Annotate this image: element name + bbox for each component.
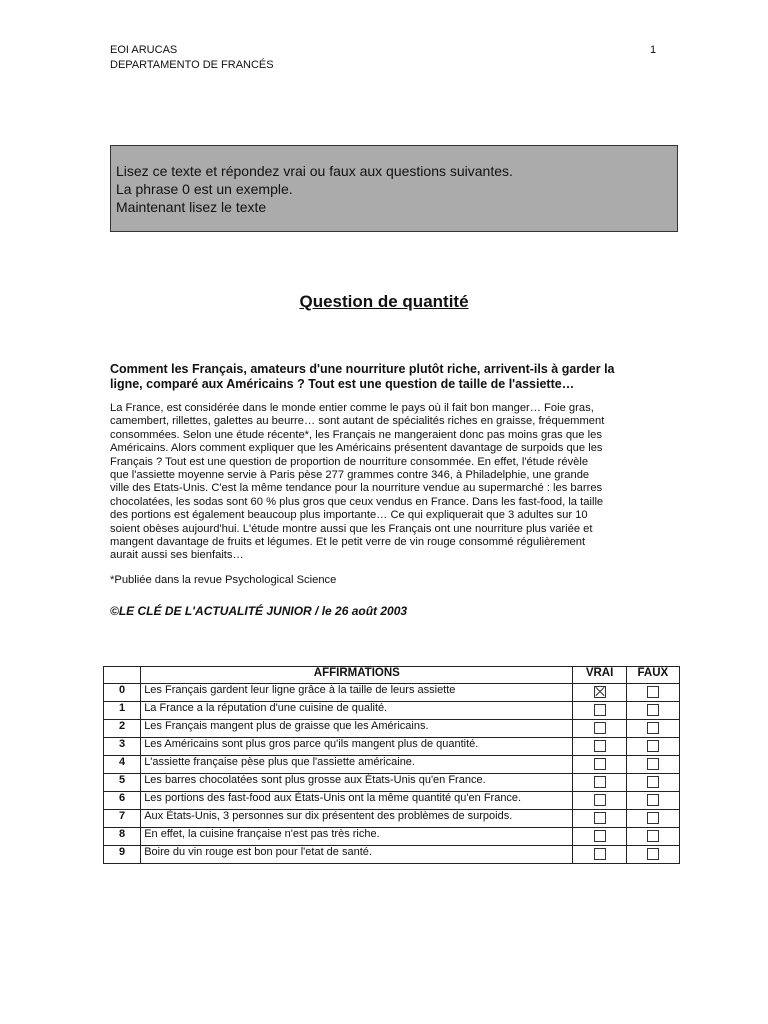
row-number: 9 (104, 845, 141, 863)
row-number: 2 (104, 719, 141, 737)
vrai-checkbox[interactable] (594, 740, 606, 752)
table-row (104, 701, 680, 719)
body-line: La France, est considérée dans le monde entier comme le pays où il fait bon manger… Foie gras, (110, 402, 594, 414)
body-line: ville des Etats-Unis. C'est la même tendance pour la nourriture vendue au supermarché : les barres (110, 482, 603, 495)
faux-cell (626, 719, 679, 737)
faux-cell (626, 701, 679, 719)
faux-checkbox[interactable] (647, 848, 659, 860)
vrai-checkbox[interactable] (594, 704, 606, 716)
vrai-cell (573, 773, 626, 791)
vrai-checkbox[interactable] (594, 794, 606, 806)
vrai-cell (573, 755, 626, 773)
faux-checkbox[interactable] (647, 740, 659, 752)
faux-checkbox[interactable] (647, 686, 659, 698)
vrai-cell (573, 701, 626, 719)
row-number: 7 (104, 809, 141, 827)
faux-cell (626, 755, 679, 773)
row-number: 0 (104, 683, 141, 701)
affirmation-text: Les Français gardent leur ligne grâce à la taille de leurs assiette (141, 683, 573, 701)
affirmation-text: Les barres chocolatées sont plus grosse aux Ètats-Unis qu'en France. (141, 773, 573, 791)
department-name: DEPARTAMENTO DE FRANCÉS (110, 59, 274, 71)
vrai-checkbox[interactable] (594, 758, 606, 770)
table-row (104, 773, 680, 791)
vrai-checkbox[interactable] (594, 686, 606, 698)
body-line: consommées. Selon une étude récente*, les Français ne mangeraient donc pas moins gras que les (110, 428, 602, 441)
vrai-checkbox[interactable] (594, 776, 606, 788)
row-number: 6 (104, 791, 141, 809)
affirmation-text: Les portions des fast-food aux Ètats-Unis ont la même quantité qu'en France. (141, 791, 573, 809)
footnote: *Publiée dans la revue Psychological Science (110, 574, 337, 586)
row-number: 8 (104, 827, 141, 845)
col-number (104, 667, 141, 684)
true-false-table (103, 666, 680, 864)
vrai-cell (573, 827, 626, 845)
vrai-cell (573, 683, 626, 701)
vrai-checkbox[interactable] (594, 830, 606, 842)
table-row (104, 845, 680, 863)
table-row (104, 809, 680, 827)
faux-cell (626, 809, 679, 827)
vrai-cell (573, 809, 626, 827)
vrai-cell (573, 737, 626, 755)
table-row (104, 791, 680, 809)
vrai-checkbox[interactable] (594, 848, 606, 860)
faux-checkbox[interactable] (647, 812, 659, 824)
faux-cell (626, 845, 679, 863)
intro-paragraph (110, 362, 670, 392)
body-line: soient obèses aujourd'hui. L'étude montre aussi que les Français ont une nourriture plus variée et (110, 522, 593, 535)
faux-checkbox[interactable] (647, 758, 659, 770)
faux-checkbox[interactable] (647, 776, 659, 788)
faux-checkbox[interactable] (647, 830, 659, 842)
body-line: des portions est également beaucoup plus importante… Ce qui expliquerait que 3 adultes sur 10 (110, 509, 588, 522)
vrai-checkbox[interactable] (594, 812, 606, 824)
article-body (110, 402, 670, 563)
instructions-box (110, 145, 678, 232)
row-number: 3 (104, 737, 141, 755)
faux-cell (626, 737, 679, 755)
body-line: Français ? Tout est une question de proportion de nourriture consommée. En effet, l'étude révèle (110, 455, 589, 468)
intro-line: Comment les Français, amateurs d'une nourriture plutôt riche, arrivent-ils à garder la (110, 362, 615, 376)
school-name: EOI ARUCAS (110, 44, 178, 56)
table-row (104, 827, 680, 845)
table-row (104, 737, 680, 755)
affirmation-text: Les Américains sont plus gros parce qu'ils mangent plus de quantité. (141, 737, 573, 755)
body-line: aurait aussi ses bienfaits… (110, 549, 244, 562)
body-line: que l'assiette moyenne servie à Paris pèse 277 grammes contre 346, à Philadelphie, une grande (110, 469, 590, 482)
affirmation-text: En effet, la cuisine française n'est pas très riche. (141, 827, 573, 845)
body-line: chocolatées, les sodas sont 60 % plus gros que ceux vendus en France. Dans les fast-food, la taille (110, 495, 604, 508)
instruction-line: La phrase 0 est un exemple. (116, 181, 293, 197)
affirmation-text: Boire du vin rouge est bon pour l'etat de santé. (141, 845, 573, 863)
col-vrai: VRAI (573, 667, 626, 684)
row-number: 4 (104, 755, 141, 773)
affirmation-text: L'assiette française pèse plus que l'assiette américaine. (141, 755, 573, 773)
faux-cell (626, 683, 679, 701)
table-row (104, 683, 680, 701)
faux-checkbox[interactable] (647, 704, 659, 716)
vrai-cell (573, 719, 626, 737)
table-row (104, 755, 680, 773)
body-line: mangent davantage de fruits et légumes. Et le petit verre de vin rouge consommé régulièrement (110, 536, 586, 549)
document-title: Question de quantité (299, 292, 469, 311)
faux-cell (626, 827, 679, 845)
faux-cell (626, 791, 679, 809)
body-line: camembert, rillettes, galettes au beurre… sont autant de spécialités riches en graisse, fréquemment (110, 415, 605, 428)
affirmation-text: Les Français mangent plus de graisse que les Américains. (141, 719, 573, 737)
faux-checkbox[interactable] (647, 722, 659, 734)
body-line: Américains. Alors comment expliquer que les Américains présentent davantage de surpoids que les (110, 442, 603, 455)
faux-checkbox[interactable] (647, 794, 659, 806)
vrai-checkbox[interactable] (594, 722, 606, 734)
row-number: 1 (104, 701, 141, 719)
vrai-cell (573, 791, 626, 809)
table-row (104, 719, 680, 737)
affirmation-text: La France a la réputation d'une cuisine de qualité. (141, 701, 573, 719)
intro-line: ligne, comparé aux Américains ? Tout est une question de taille de l'assiette… (110, 377, 575, 391)
col-affirmations: AFFIRMATIONS (141, 667, 573, 684)
vrai-cell (573, 845, 626, 863)
page-number: 1 (650, 44, 657, 56)
instruction-line: Maintenant lisez le texte (116, 199, 267, 215)
instruction-line: Lisez ce texte et répondez vrai ou faux aux questions suivantes. (116, 163, 513, 179)
faux-cell (626, 773, 679, 791)
col-faux: FAUX (626, 667, 679, 684)
source-credit: ©LE CLÉ DE L'ACTUALITÉ JUNIOR / le 26 août 2003 (110, 604, 408, 618)
affirmation-text: Aux Ètats-Unis, 3 personnes sur dix présentent des problèmes de surpoids. (141, 809, 573, 827)
row-number: 5 (104, 773, 141, 791)
